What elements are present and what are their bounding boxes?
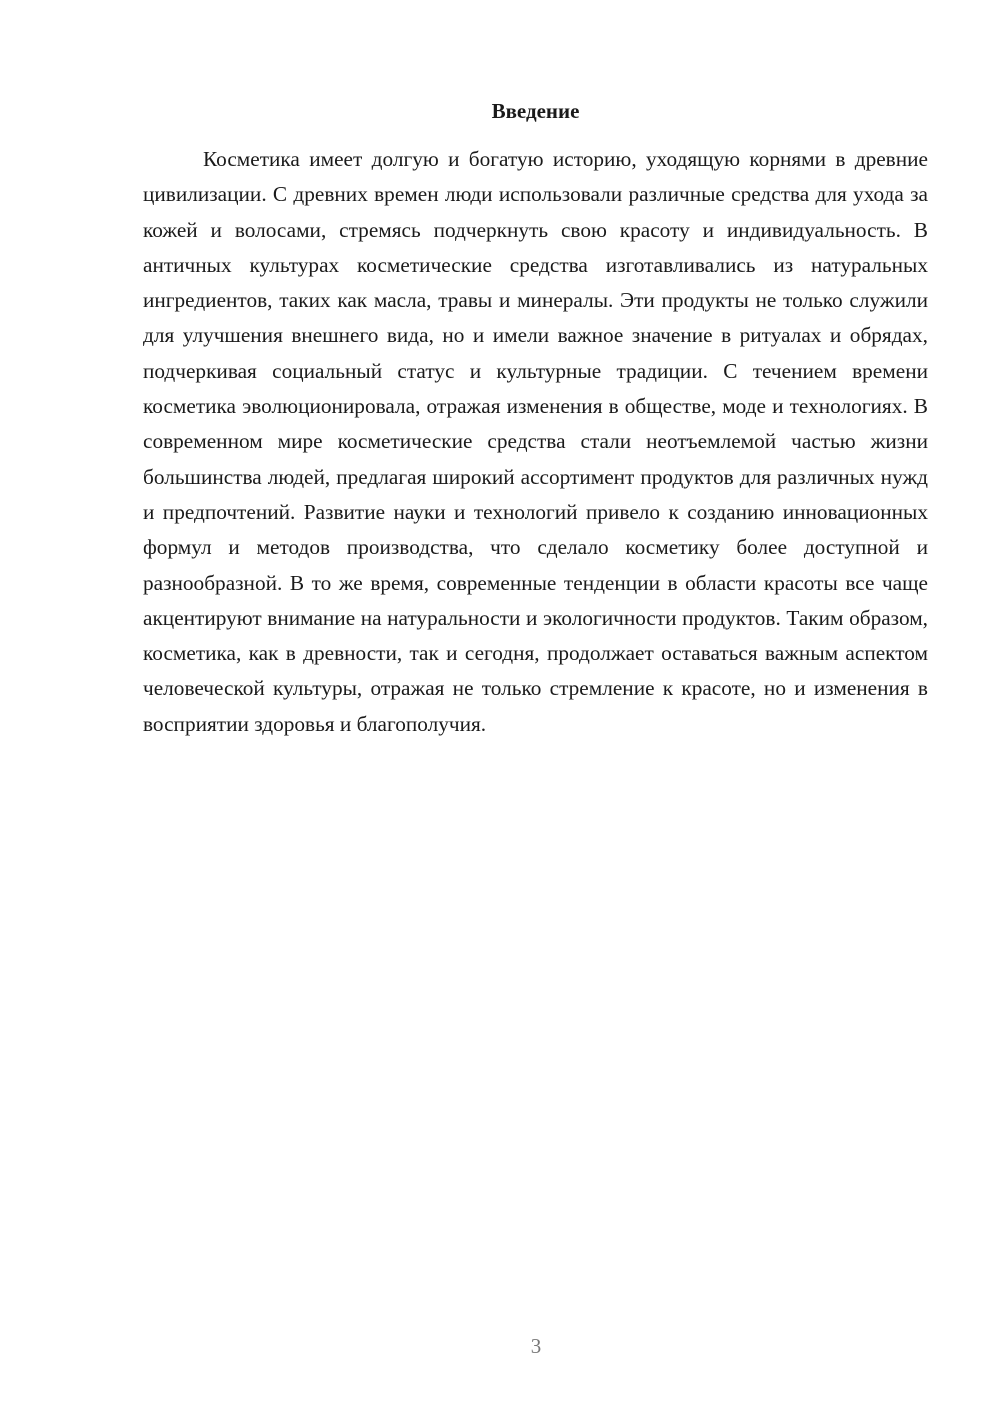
page-number: 3 (530, 1334, 542, 1358)
body-paragraph: Косметика имеет долгую и богатую историю, уходящую корнями в древние цивилизации. С древних времен люди использовали различные средства для ухода за кожей и волосами, стремясь подчеркнуть свою красоту и индивидуальность. В античных культурах косметические средства изготавливались из натуральных ингредиентов, таких как масла, травы и минералы. Эти продукты не только служили для улучшения внешнего вида, но и имели важное значение в ритуалах и обрядах, подчеркивая социальный статус и культурные традиции. С течением времени косметика эволюционировала, отражая изменения в обществе, моде и технологиях. В современном мире косметические средства стали неотъемлемой частью жизни большинства людей, предлагая широкий ассортимент продуктов для различных нужд и предпочтений. Развитие науки и технологий привело к созданию инновационных формул и методов производства, что сделало косметику более доступной и разнообразной. В то же время, современные тенденции в области красоты все чаще акцентируют внимание на натуральности и экологичности продуктов. Таким образом, косметика, как в древности, так и сегодня, продолжает оставаться важным аспектом человеческой культуры, отражая не только стремление к красоте, но и изменения в восприятии здоровья и благополучия. (143, 147, 928, 736)
section-heading: Введение (491, 99, 580, 123)
